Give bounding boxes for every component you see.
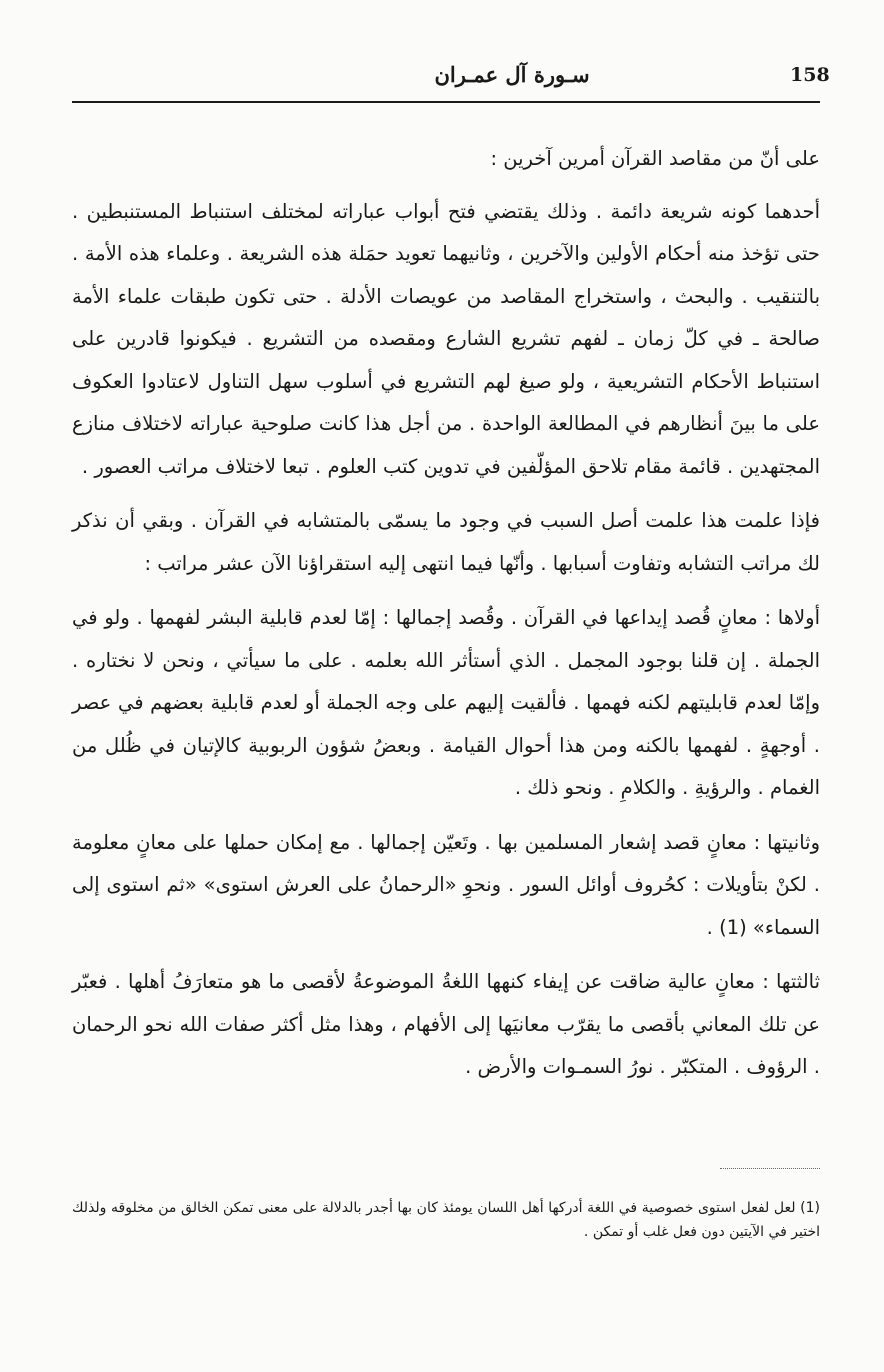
main-text [72,138,820,1101]
page-number: 158 [790,64,830,86]
paragraph-rank-two: وثانيتها : معانٍ قصد إشعار المسلمين بها . وتَعيّن إجمالها . مع إمكان حملها على معانٍ معلومة . لكنْ بتأويلات : كحُروف أوائل السور . ونحوِ «الرحمانُ على العرش استوى» «ثم استوى إلى السماء» (1) . [72,830,820,939]
footnote: (1) لعل لفعل استوى خصوصية في اللغة أدركها أهل اللسان يومئذ كان بها أجدر بالدلالة على معنى تمكن الخالق من مخلوقه ولذلك اختير في الآيتين دون فعل غلب أو تمكن . [72,1200,820,1240]
paragraph-rank-three: ثالثتها : معانٍ عالية ضاقت عن إيفاء كنهها اللغةُ الموضوعةُ لأقصى ما هو متعارَفُ أهلها . فعبّر عن تلك المعاني بأقصى ما يقرّب معانيَها إلى الأفهام ، وهذا مثل أكثر صفات الله نحو الرحمان . الرؤوف . المتكبّر . نورُ السمـوات والأرض . [72,970,820,1078]
paragraph-intro: على أنّ من مقاصد القرآن أمرين آخرين : [490,147,820,170]
footnote-rule [720,1168,820,1169]
page-header [72,58,830,98]
paragraph-rank-one: أولاها : معانٍ قُصد إيداعها في القرآن . وقُصد إجمالها : إمّا لعدم قابلية البشر لفهمها . ولو في الجملة . إن قلنا بوجود المجمل . الذي أستأثر الله بعلمه . على ما سيأتي ، ونحن لا نختاره . وإمّا لعدم قابليتهم لكنه فهمها . فألقيت إليهم على وجه الجملة أو لعدم قابلية بعضهم في عصر . أوجهةٍ . لفهمها بالكنه ومن هذا أحوال القيامة . وبعضُ شؤون الربوبية كالإتيان في ظُلل من الغمام . والرؤيةِ . والكلامِ . ونحو ذلك . [72,606,820,799]
running-title: سـورة آل عمـران [434,62,590,87]
paragraph-first-aim: أحدهما كونه شريعة دائمة . وذلك يقتضي فتح أبواب عباراته لمختلف استنباط المستنبطين . حتى تؤخذ منه أحكام الأولين والآخرين ، وثانيهما تعويد حمَلة هذه الشريعة . وعلماء هذه الأمة . بالتنقيب . والبحث ، واستخراج المقاصد من عويصات الأدلة . حتى تكون طبقات علماء الأمة صالحة ـ في كلّ زمان ـ لفهم تشريع الشارع ومقصده من التشريع . فيكونوا قادرين على استنباط الأحكام التشريعية ، ولو صيغ لهم التشريع في أسلوب سهل التناول لاعتادوا العكوف على ما بينَ أنظارهم في المطالعة الواحدة . من أجل هذا كانت صلوحية عباراته لاختلاف منازع المجتهدين . قائمة مقام تلاحق المؤلّفين في تدوين كتب العلوم . تبعا لاختلاف مراتب العصور . [72,199,820,478]
header-rule [72,101,820,103]
paragraph-mutashabih: فإذا علمت هذا علمت أصل السبب في وجود ما يسمّى بالمتشابه في القرآن . وبقي أن نذكر لك مراتب التشابه وتفاوت أسبابها . وأنّها فيما انتهى إليه استقراؤنا الآن عشر مراتب : [72,509,820,575]
